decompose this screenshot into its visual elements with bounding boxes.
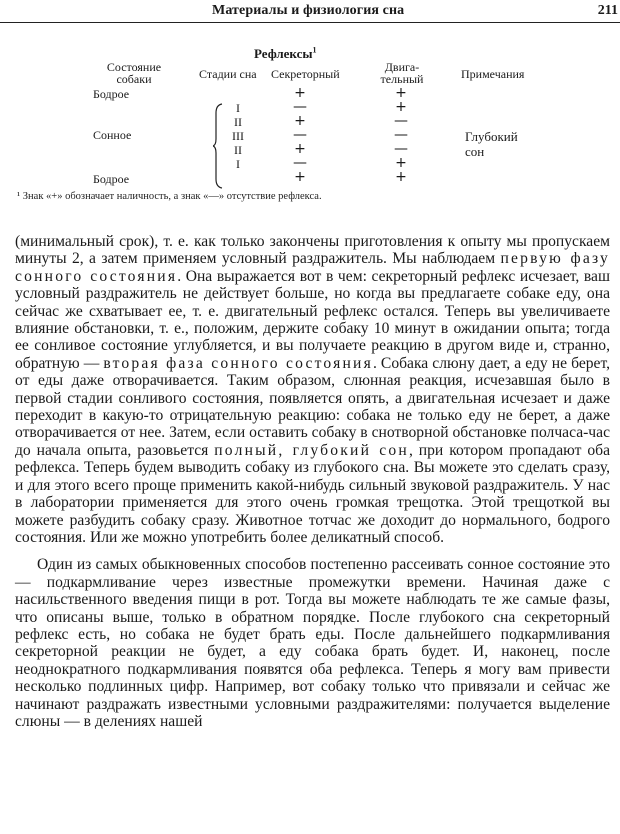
secretory-mark: + xyxy=(294,85,306,101)
motor-mark: — xyxy=(394,127,408,143)
text-run: . Она выражается вот в чем: секреторный рефлекс исчезает, ваш условный раздражитель не действует больше, но когда вы предлагаете собаке еду, она сейчас же схватывает ее, т. е. двигательный рефлекс остался. Теперь вы увеличиваете влияние обстановки, т. е., положим, держите собаку 10 минут в ожидании опыта; тогда ее сонливое состояние углубляется, и вы получаете реакцию в другом виде и, странно, обратную — xyxy=(15,267,610,372)
motor-mark: + xyxy=(395,155,407,171)
header-state-line2: собаки xyxy=(116,72,152,86)
page-number: 211 xyxy=(597,3,618,18)
secretory-mark: — xyxy=(293,155,307,171)
header-secretory: Секреторный xyxy=(271,67,340,81)
state-awake-top: Бодрое xyxy=(93,87,130,101)
note-line2: сон xyxy=(465,144,485,159)
stage-label: I xyxy=(236,101,240,115)
running-title: Материалы и физиология сна xyxy=(212,3,405,18)
header-reflexes-footnote-mark: 1 xyxy=(312,45,317,55)
secretory-mark: — xyxy=(293,127,307,143)
state-sleepy: Сонное xyxy=(93,128,132,142)
brace-icon xyxy=(213,103,223,189)
header-motor-line2: тельный xyxy=(380,72,424,86)
state-awake-bottom: Бодрое xyxy=(93,172,130,186)
secretory-mark: + xyxy=(294,169,306,185)
paragraph: Один из самых обыкновенных способов постепенно рассеивать сонное состояние это — подкармливание через известные промежутки времени. Начиная даже с насильственного введения пищи в рот. Тогда вы можете наблюдать те же самые фазы, что описаны выше, только в обратном порядке. После глубокого сна секреторный рефлекс есть, но собака не будет брать еды. После дальнейшего подкармливания секреторной реакции не будет, а еду собака брать будет. И, наконец, после неоднократного подкармливания появятся оба рефлекса. Теперь я могу вам привести несколько подлинных цифр. Например, вот собаку только что привязали и сейчас же начинают раздражать известными условными раздражителями: получается выделение слюны — в делениях нашей xyxy=(15,556,610,730)
stage-label: II xyxy=(234,115,242,129)
note-line1: Глубокий xyxy=(465,129,518,144)
header-reflexes xyxy=(254,45,317,61)
header-notes: Примечания xyxy=(461,67,525,81)
secretory-mark: + xyxy=(294,141,306,157)
motor-mark: + xyxy=(395,85,407,101)
stage-label: I xyxy=(236,157,240,171)
secretory-mark: + xyxy=(294,113,306,129)
header-state-line1: Состояние xyxy=(106,60,162,74)
secretory-mark: — xyxy=(293,99,307,115)
motor-mark: + xyxy=(395,99,407,115)
spaced-emphasis: полный, глубокий сон xyxy=(214,441,409,459)
running-header xyxy=(0,0,620,23)
stage-label: II xyxy=(234,143,242,157)
stage-label: III xyxy=(232,129,244,143)
body-text xyxy=(15,233,610,730)
reflex-table xyxy=(0,22,620,212)
text-run: . Собака слюну дает, а еду не берет, от еды даже отворачивается. Таким образом, слюнная реакция, исчезавшая было в первой стадии сонливого состояния, появляется опять, а двигательная исчезает и даже переходит в какую-то отрицательную реакцию: собака не только еду не берет, а даже отворачивается от нее. Затем, если оставить собаку в снотворной обстановке полчаса-час до начала опыта, разовьется xyxy=(15,354,610,459)
spaced-emphasis: первую фазу сонного состояния xyxy=(15,250,610,285)
paragraph xyxy=(15,233,610,546)
table-footnote: ¹ Знак «+» обозначает наличность, а знак «—» отсутствие рефлекса. xyxy=(17,191,322,202)
text-run: (минимальный срок), т. е. как только закончены приготовления к опыту мы пропускаем минуты 2, а затем применяем условный раздражитель. Мы наблюдаем xyxy=(15,233,610,268)
motor-mark: — xyxy=(394,141,408,157)
header-reflexes-label: Рефлексы xyxy=(254,46,313,61)
motor-mark: + xyxy=(395,169,407,185)
header-stage: Стадии сна xyxy=(199,67,257,81)
motor-mark: — xyxy=(394,113,408,129)
header-motor-line1: Двига- xyxy=(384,60,420,74)
spaced-emphasis: вторая фаза сонного состояния xyxy=(103,354,373,372)
text-run: , при котором пропадают оба рефлекса. Теперь будем выводить собаку из глубокого сна. Вы можете это сделать сразу, и для этого всего проще применить какой-нибудь сильный звуковой раздражитель. У нас в лаборатории применяется для этого очень громкая трещотка. Этой трещоткой вы можете разбудить собаку сразу. Животное тотчас же доходит до нормального, бодрого состояния. Или же можно употребить более деликатный способ. xyxy=(15,441,610,546)
